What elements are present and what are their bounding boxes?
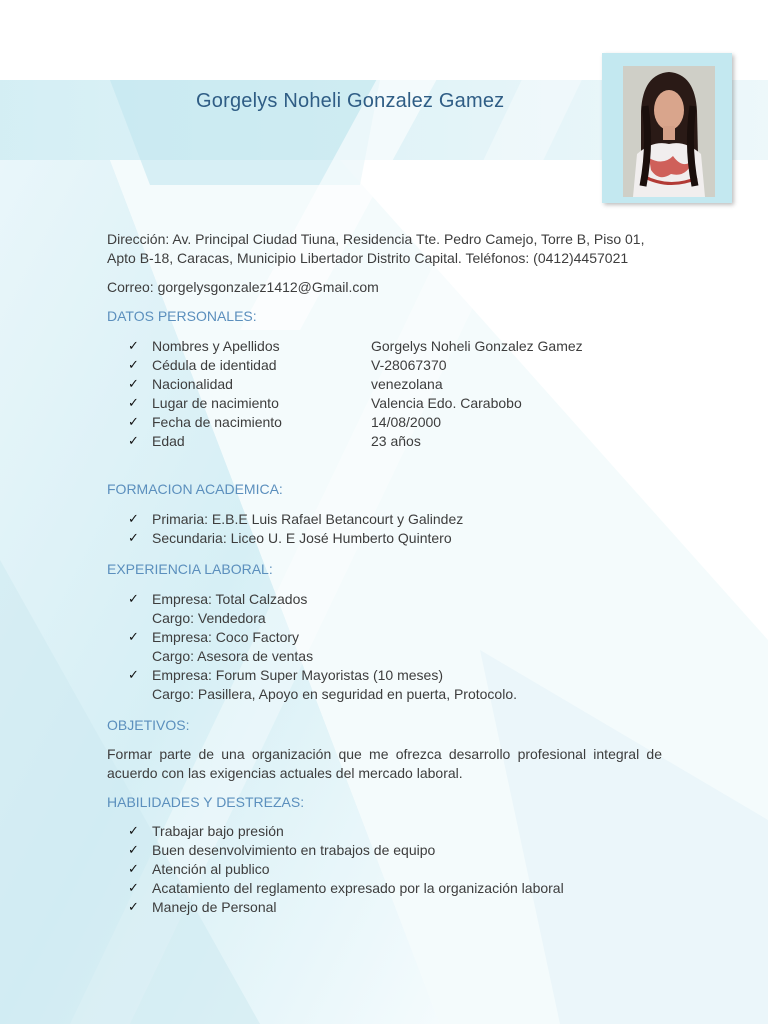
personal-data-heading: DATOS PERSONALES: <box>107 308 257 324</box>
personal-data-list <box>128 337 583 451</box>
check-icon: ✓ <box>128 824 139 839</box>
check-icon: ✓ <box>128 339 139 354</box>
check-icon: ✓ <box>128 881 139 896</box>
list-item <box>128 898 564 917</box>
check-icon: ✓ <box>128 862 139 877</box>
profile-photo-frame <box>602 53 732 203</box>
field-label: Nacionalidad <box>152 376 233 392</box>
education-heading: FORMACION ACADEMICA: <box>107 481 283 497</box>
check-icon: ✓ <box>128 531 139 546</box>
field-label: Cédula de identidad <box>152 357 277 373</box>
field-value: venezolana <box>371 376 443 392</box>
skill-item: Manejo de Personal <box>152 899 277 915</box>
list-item <box>128 356 583 375</box>
list-item <box>128 628 517 666</box>
company-name: Empresa: Forum Super Mayoristas (10 meses) <box>152 667 443 683</box>
list-item <box>128 375 583 394</box>
check-icon: ✓ <box>128 358 139 373</box>
field-label: Lugar de nacimiento <box>152 395 279 411</box>
check-icon: ✓ <box>128 434 139 449</box>
job-role: Cargo: Pasillera, Apoyo en seguridad en puerta, Protocolo. <box>152 686 518 702</box>
check-icon: ✓ <box>128 512 139 527</box>
list-item <box>128 432 583 451</box>
objectives-heading: OBJETIVOS: <box>107 717 190 733</box>
list-item <box>128 879 564 898</box>
field-value: V-28067370 <box>371 357 447 373</box>
list-item <box>128 666 517 704</box>
resume-name: Gorgelys Noheli Gonzalez Gamez <box>196 90 505 112</box>
list-item <box>128 529 463 548</box>
skill-item: Buen desenvolvimiento en trabajos de equipo <box>152 842 436 858</box>
field-value: Gorgelys Noheli Gonzalez Gamez <box>371 338 583 354</box>
field-label: Nombres y Apellidos <box>152 338 280 354</box>
list-item <box>128 822 564 841</box>
list-item <box>128 590 517 628</box>
experience-heading: EXPERIENCIA LABORAL: <box>107 561 273 577</box>
check-icon: ✓ <box>128 377 139 392</box>
skill-item: Trabajar bajo presión <box>152 823 284 839</box>
skill-item: Acatamiento del reglamento expresado por la organización laboral <box>152 880 564 896</box>
education-item: Secundaria: Liceo U. E José Humberto Quintero <box>152 530 452 546</box>
objectives-line-1: Formar parte de una organización que me ofrezca desarrollo profesional integral de <box>107 746 662 762</box>
address-line-1: Dirección: Av. Principal Ciudad Tiuna, Residencia Tte. Pedro Camejo, Torre B, Piso 01, <box>107 231 645 247</box>
skills-heading: HABILIDADES Y DESTREZAS: <box>107 794 305 810</box>
profile-photo <box>623 66 715 197</box>
contact-block <box>107 230 662 268</box>
check-icon: ✓ <box>128 843 139 858</box>
objectives-line-2: acuerdo con las exigencias actuales del mercado laboral. <box>107 765 463 781</box>
education-item: Primaria: E.B.E Luis Rafael Betancourt y Galindez <box>152 511 464 527</box>
job-role: Cargo: Vendedora <box>152 610 266 626</box>
list-item <box>128 510 463 529</box>
check-icon: ✓ <box>128 630 139 645</box>
list-item <box>128 860 564 879</box>
check-icon: ✓ <box>128 900 139 915</box>
address-line-2: Apto B-18, Caracas, Municipio Libertador Distrito Capital. Teléfonos: (0412)4457021 <box>107 250 629 266</box>
skills-list <box>128 822 564 917</box>
list-item <box>128 841 564 860</box>
experience-list <box>128 590 517 704</box>
list-item <box>128 337 583 356</box>
field-label: Fecha de nacimiento <box>152 414 282 430</box>
email-line: Correo: gorgelysgonzalez1412@Gmail.com <box>107 279 379 295</box>
job-role: Cargo: Asesora de ventas <box>152 648 314 664</box>
field-value: Valencia Edo. Carabobo <box>371 395 522 411</box>
field-value: 23 años <box>371 433 421 449</box>
check-icon: ✓ <box>128 415 139 430</box>
check-icon: ✓ <box>128 668 139 683</box>
field-label: Edad <box>152 433 185 449</box>
company-name: Empresa: Total Calzados <box>152 591 308 607</box>
company-name: Empresa: Coco Factory <box>152 629 300 645</box>
skill-item: Atención al publico <box>152 861 270 877</box>
check-icon: ✓ <box>128 396 139 411</box>
list-item <box>128 413 583 432</box>
objectives-text <box>107 745 662 783</box>
field-value: 14/08/2000 <box>371 414 442 430</box>
list-item <box>128 394 583 413</box>
check-icon: ✓ <box>128 592 139 607</box>
education-list <box>128 510 463 548</box>
